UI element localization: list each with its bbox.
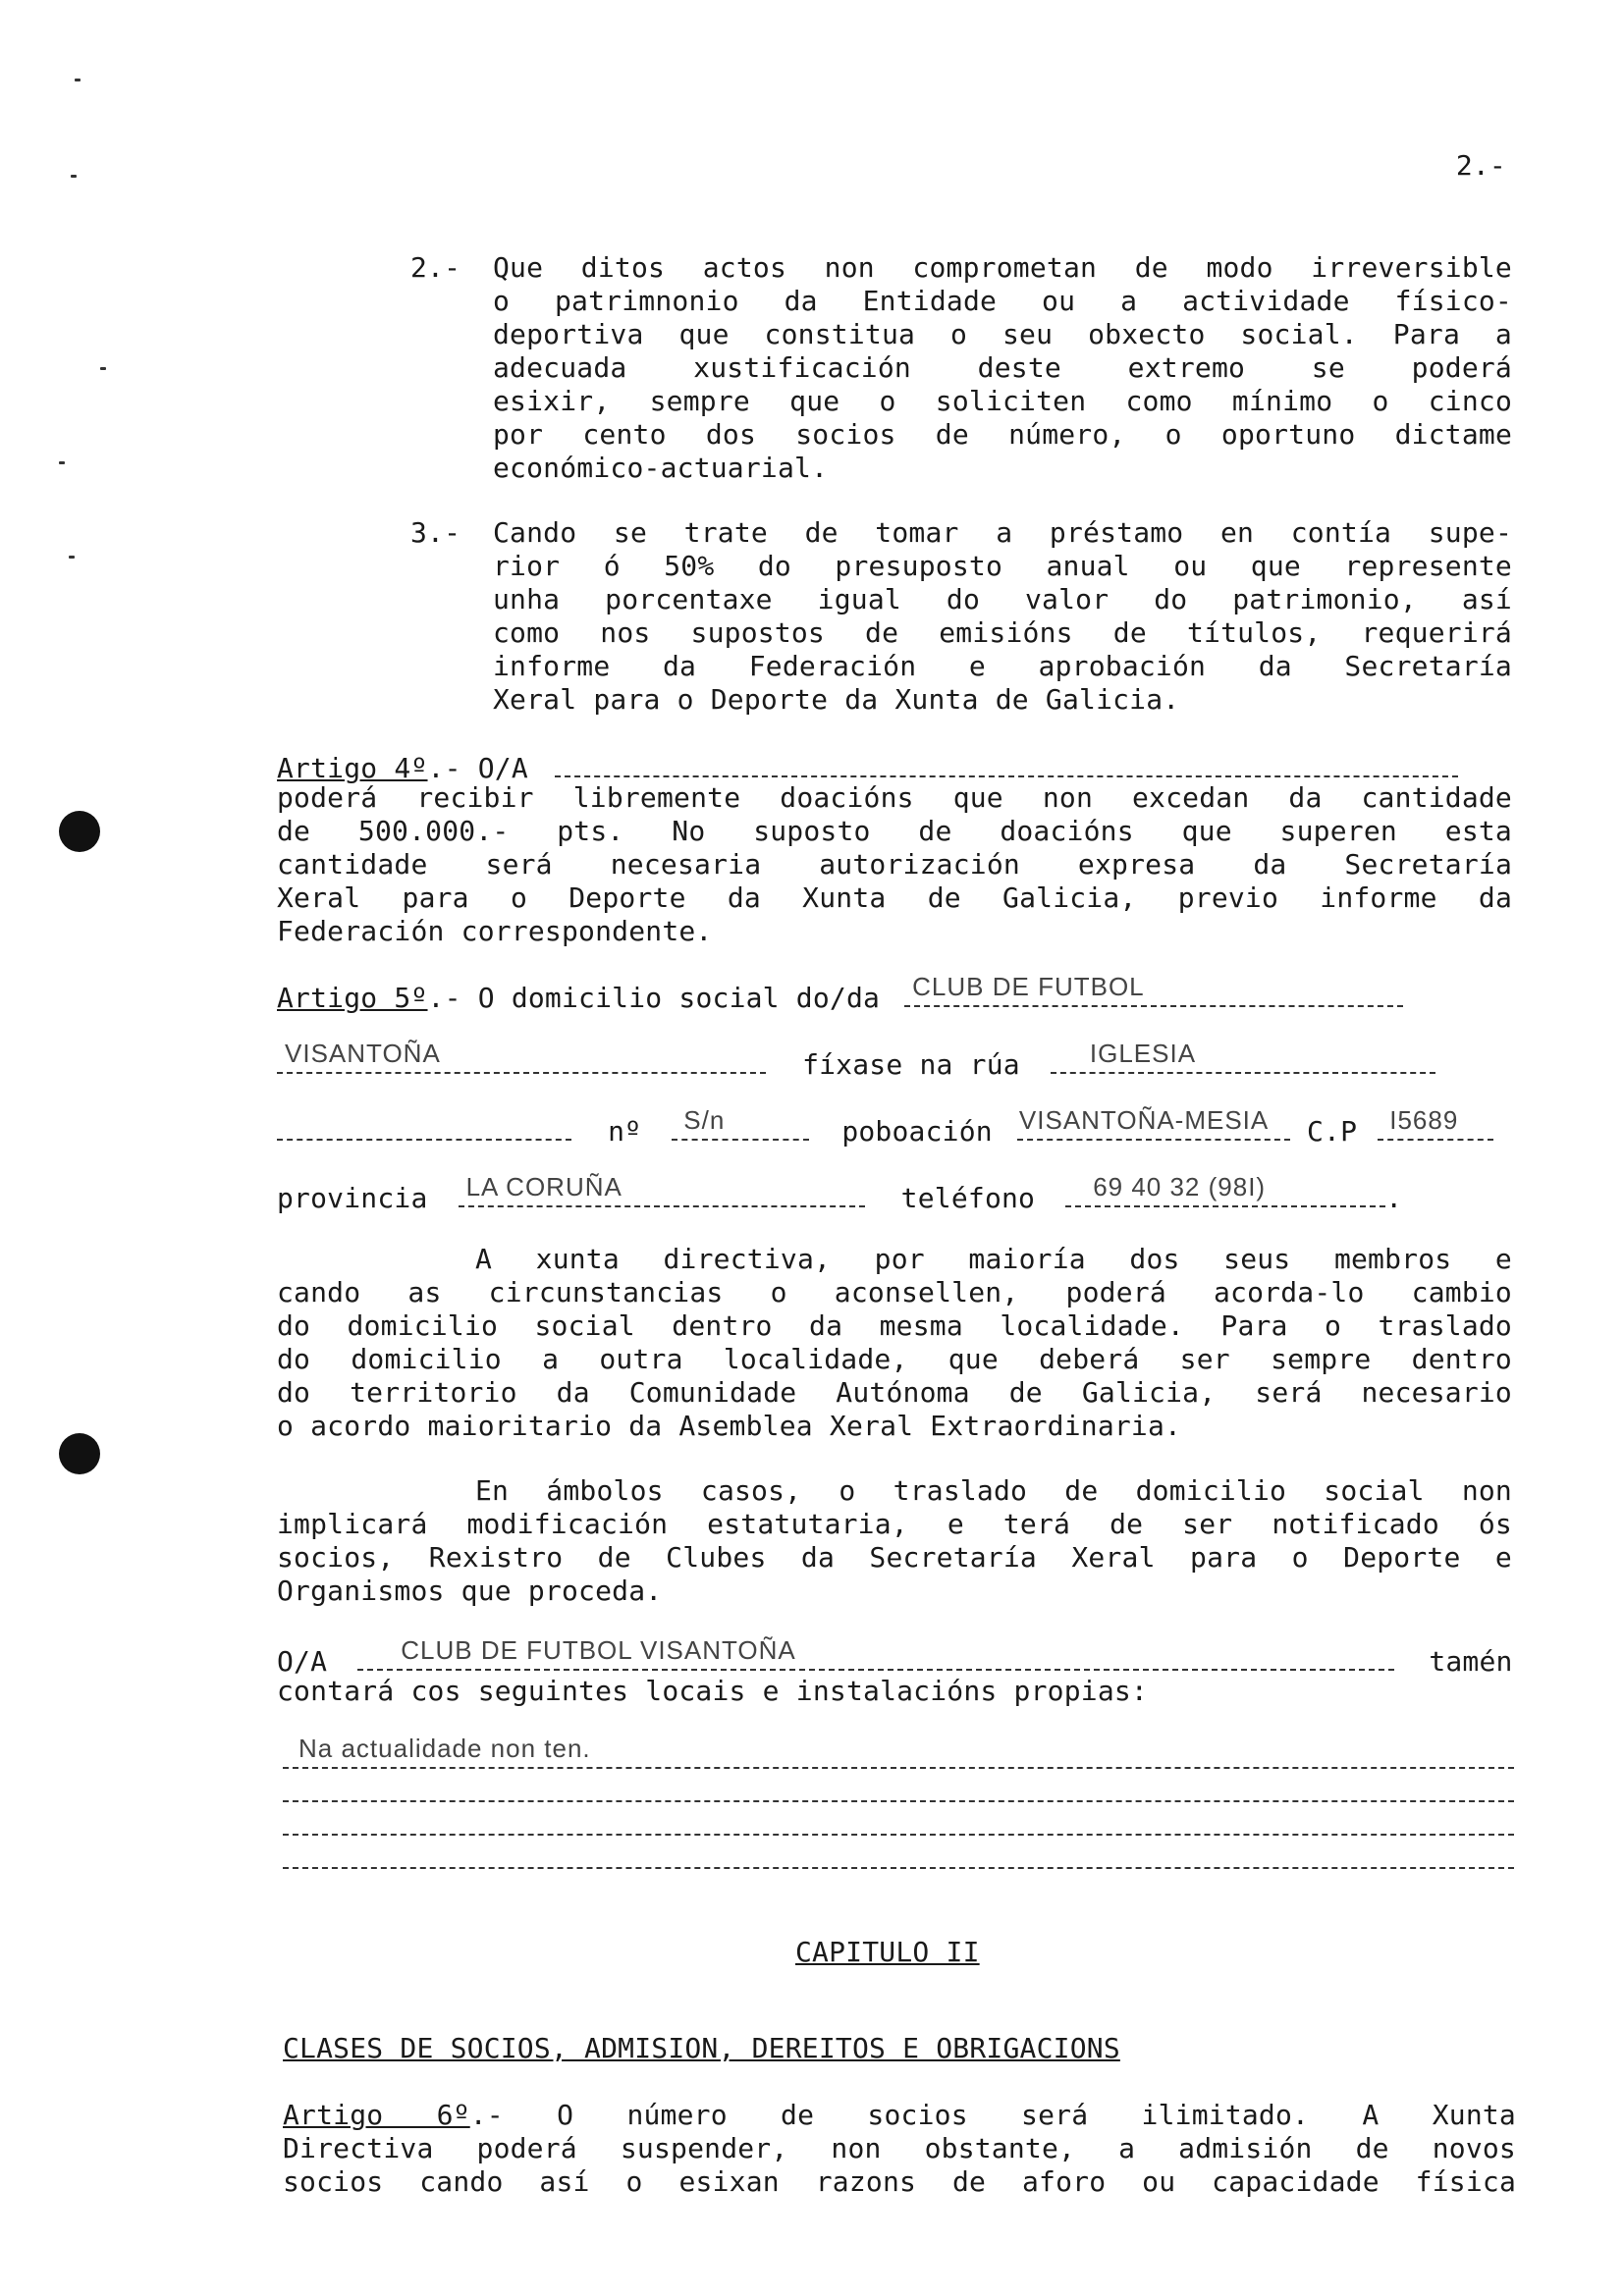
scan-speck <box>71 175 77 178</box>
club-name-field-2[interactable] <box>277 1039 766 1074</box>
locais-value: Na actualidade non ten. <box>298 1734 591 1763</box>
text-line: cando as circunstancias o aconsellen, poderá acorda-lo cambio <box>277 1276 1512 1308</box>
street-field[interactable] <box>1051 1039 1435 1074</box>
number-value: S/n <box>683 1105 726 1135</box>
art5-province-row: provincia LA CORUÑA teléfono 69 40 32 (98I) . <box>277 1172 1403 1214</box>
article-label: Artigo 6º <box>283 2099 470 2131</box>
punch-hole-bottom <box>59 1433 100 1474</box>
phone-field[interactable] <box>1065 1172 1385 1207</box>
oa-value: CLUB DE FUTBOL VISANTOÑA <box>401 1635 796 1665</box>
province-field[interactable] <box>459 1172 865 1207</box>
art5-locais-row <box>277 1675 1514 1708</box>
text-line: Federación correspondente. <box>277 915 713 947</box>
text-line: o patrimnonio da Entidade ou a actividade físico- <box>493 285 1512 317</box>
text-line: rior ó 50% do presuposto anual ou que represente <box>493 550 1512 582</box>
list-item <box>410 251 1512 485</box>
art5-oa-row <box>277 1635 1514 1679</box>
scan-speck <box>59 461 65 464</box>
phone-value: 69 40 32 (98I) <box>1093 1172 1267 1201</box>
scan-speck <box>75 79 81 81</box>
town-field[interactable] <box>1017 1105 1290 1141</box>
scan-speck <box>69 556 75 559</box>
text-line: En ámbolos casos, o traslado de domicilio social non <box>475 1474 1512 1507</box>
cp-field[interactable] <box>1378 1105 1493 1141</box>
street-value: IGLESIA <box>1089 1039 1197 1068</box>
province-label: provincia <box>277 1182 428 1214</box>
art4-heading-row <box>277 748 1514 785</box>
text-line: deportiva que constitua o seu obxecto social. Para a <box>493 318 1512 350</box>
text-line: Xeral para o Deporte da Xunta de Galicia. <box>493 683 1180 716</box>
text-line: económico-actuarial. <box>493 452 829 484</box>
list-item <box>410 516 1512 717</box>
phone-label: teléfono <box>900 1182 1036 1214</box>
locais-line-4[interactable] <box>283 1867 1514 1869</box>
section-title: CLASES DE SOCIOS, ADMISION, DEREITOS E OBRIGACIONS <box>283 2032 1120 2064</box>
text-line: Organismos que proceda. <box>277 1575 663 1607</box>
art4-body <box>277 781 1512 948</box>
text-line: o acordo maioritario da Asemblea Xeral Extraordinaria. <box>277 1410 1182 1442</box>
text-line <box>283 2099 1516 2132</box>
text-line: de 500.000.- pts. No suposto de doacións que superen esta <box>277 815 1512 847</box>
art5-para2 <box>277 1474 1512 1608</box>
text-line: esixir, sempre que o soliciten como mínimo o cinco <box>493 385 1512 417</box>
text-line: Directiva poderá suspender, non obstante, a admisión de novos <box>283 2132 1516 2164</box>
article-lead: .- O número de socios será ilimitado. A Xunta <box>469 2099 1516 2131</box>
oa-label: O/A <box>277 1645 328 1678</box>
art5-street-row <box>277 1039 1514 1082</box>
town-value: VISANTOÑA-MESIA <box>1018 1105 1270 1135</box>
article-lead: .- O/A <box>427 752 528 784</box>
art5-heading-row <box>277 972 1514 1015</box>
number-field[interactable] <box>672 1105 809 1141</box>
locais-line-1[interactable] <box>283 1734 1514 1769</box>
text-line: socios, Rexistro de Clubes da Secretaría Xeral para o Deporte e <box>277 1541 1512 1574</box>
province-value: LA CORUÑA <box>465 1172 623 1201</box>
club-name-field[interactable] <box>904 972 1403 1007</box>
town-label: poboación <box>841 1115 993 1148</box>
text-line: Xeral para o Deporte da Xunta de Galicia, previo informe da <box>277 881 1512 914</box>
street-label: fíxase na rúa <box>802 1048 1020 1081</box>
cp-value: I5689 <box>1389 1105 1459 1135</box>
text-line: do territorio da Comunidade Autónoma de Galicia, será necesario <box>277 1376 1512 1409</box>
tamen-text: tamén <box>1429 1645 1513 1678</box>
cp-label: C.P <box>1306 1115 1358 1148</box>
club-name-value: CLUB DE FUTBOL <box>912 972 1145 1001</box>
text-line: Cando se trate de tomar a préstamo en contía supe- <box>493 516 1512 549</box>
scan-speck <box>100 367 106 370</box>
text-line: do domicilio social dentro da mesma localidade. Para o traslado <box>277 1309 1512 1342</box>
art5-address-row <box>277 1105 1514 1148</box>
entity-name-field[interactable] <box>555 748 1458 777</box>
item-number: 3.- <box>410 516 461 549</box>
item-number: 2.- <box>410 251 461 284</box>
article-label: Artigo 4º <box>277 752 428 784</box>
text-line: Que ditos actos non comprometan de modo irreversible <box>493 251 1512 284</box>
article-lead: .- O domicilio social do/da <box>427 982 881 1014</box>
text-line: implicará modificación estatutaria, e terá de ser notificado ós <box>277 1508 1512 1540</box>
text-line: socios cando así o esixan razons de aforo ou capacidade física <box>283 2165 1516 2198</box>
locais-line-2[interactable] <box>283 1800 1514 1802</box>
locais-line-3[interactable] <box>283 1834 1514 1836</box>
chapter-title: CAPITULO II <box>795 1936 980 1968</box>
text-line: adecuada xustificación deste extremo se poderá <box>493 351 1512 384</box>
text-line: poderá recibir libremente doacións que non excedan da cantidade <box>277 781 1512 814</box>
text-line: do domicilio a outra localidade, que deberá ser sempre dentro <box>277 1343 1512 1375</box>
club-name-value-2: VISANTOÑA <box>285 1039 441 1068</box>
text-line: A xunta directiva, por maioría dos seus membros e <box>475 1243 1512 1275</box>
text-line: como nos supostos de emisións de títulos, requerirá <box>493 616 1512 649</box>
text-line: informe da Federación e aprobación da Secretaría <box>493 650 1512 682</box>
address-blank-field[interactable] <box>277 1111 571 1141</box>
page-number: 2.- <box>1455 149 1506 182</box>
oa-field[interactable] <box>357 1635 1394 1671</box>
punch-hole-top <box>59 811 100 852</box>
art6-body <box>283 2099 1516 2199</box>
article-label: Artigo 5º <box>277 982 428 1014</box>
locais-text: contará cos seguintes locais e instalacións propias: <box>277 1675 1148 1707</box>
text-line: unha porcentaxe igual do valor do patrimonio, así <box>493 583 1512 615</box>
text-line: cantidade será necesaria autorización expresa da Secretaría <box>277 848 1512 881</box>
text-line: por cento dos socios de número, o oportuno dictame <box>493 418 1512 451</box>
art5-para1 <box>277 1243 1512 1443</box>
number-label: nº <box>608 1115 642 1148</box>
